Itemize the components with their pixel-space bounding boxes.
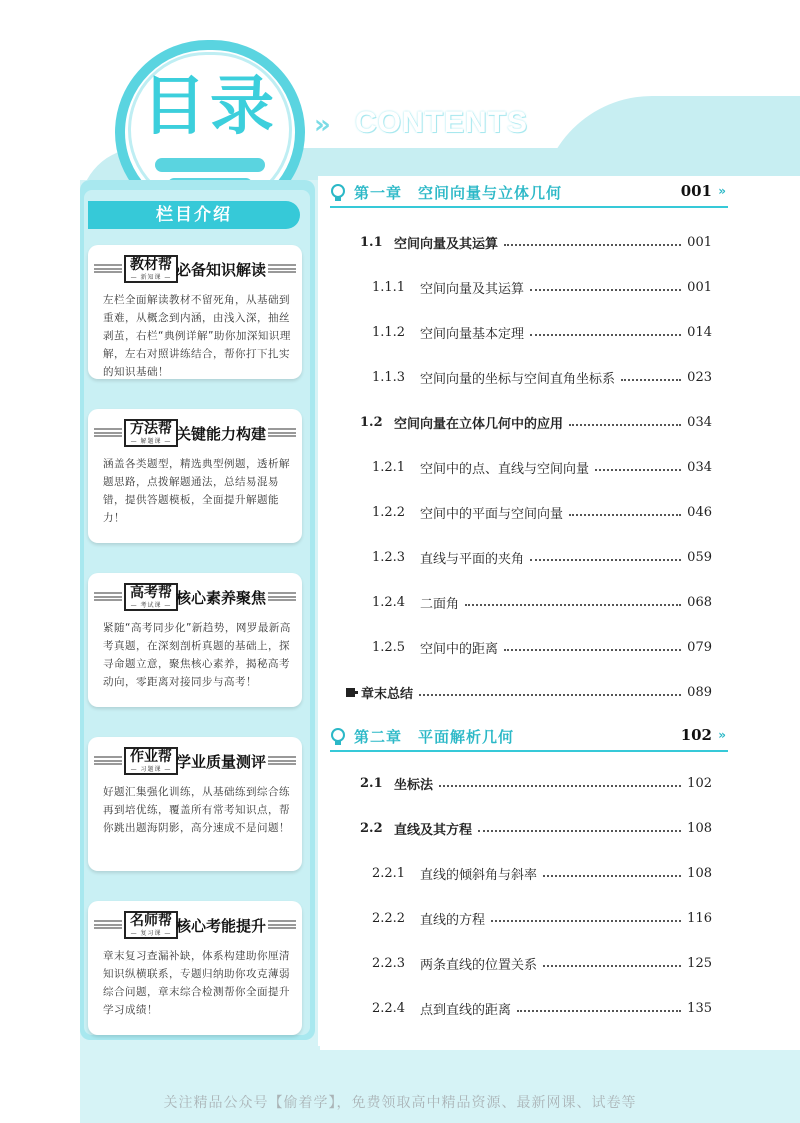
toc-number: 2.2 [360,820,383,836]
feature-tag [124,911,178,939]
toc-number: 2.2.3 [372,955,406,971]
footer-note: 关注精品公众号【偷着学】，免费领取高中精品资源、最新网课、试卷等 [163,1095,637,1111]
chapter-title: 第二章 平面解析几何 [354,728,515,746]
leader-dots [530,289,681,291]
decor-lines [268,264,296,273]
feature-label: 必备知识解读 [176,261,267,279]
lightbulb-icon [330,183,346,203]
feature-tag-subtitle: — 习题课 — [130,766,172,773]
chapter-title: 第一章 空间向量与立体几何 [354,184,563,202]
leader-dots [543,965,681,967]
feature-description: 章末复习查漏补缺，体系构建助你厘清知识纵横联系，专题归纳助你攻克薄弱综合问题，章末综合检测帮你全面提升学习成绩！ [103,950,290,1016]
toc-page-number: 014 [687,324,712,340]
toc-page-number: 135 [687,1000,712,1016]
feature-tag-name: 方法帮 [130,421,172,437]
sidebar-section-title: 栏目介绍 [88,201,300,229]
feature-tag [124,419,178,447]
toc-page-number: 034 [687,414,712,430]
feature-tag-subtitle: — 新知课 — [130,274,172,281]
leader-dots [530,334,681,336]
toc-subsection[interactable] [372,457,712,477]
toc-section[interactable] [360,773,712,793]
toc-title: 直线与平面的夹角 [420,551,525,567]
toc-number: 2.2.4 [372,1000,406,1016]
toc-title: 直线的倾斜角与斜率 [420,867,538,883]
feature-card [88,409,302,543]
feature-tag [124,583,178,611]
toc-number: 1.1.3 [372,369,406,385]
leader-dots [504,649,681,651]
feature-label: 关键能力构建 [176,425,267,443]
toc-page-number: 034 [687,459,712,475]
feature-label: 核心考能提升 [176,917,267,935]
toc-number: 1.2.2 [372,504,406,520]
feature-card [88,737,302,871]
toc-title: 空间向量基本定理 [420,326,525,342]
decor-lines [94,920,122,929]
toc-page-number: 046 [687,504,712,520]
feature-card-header [88,419,302,447]
toc-page-number: 068 [687,594,712,610]
feature-tag [124,255,178,283]
feature-description: 好题汇集强化训练，从基础练到综合练再到培优练，覆盖所有常考知识点，帮你跳出题海阴影，高分速成不是问题！ [103,786,290,834]
toc-title: 空间中的平面与空间向量 [420,506,564,522]
leader-dots [530,559,681,561]
chapter-page-number: 102 [680,726,712,744]
decor-lines [268,592,296,601]
toc-page-number: 116 [687,910,712,926]
double-chevron-icon: » [314,110,331,140]
toc-page-number: 001 [687,279,712,295]
feature-description: 紧随“高考同步化”新趋势，网罗最新高考真题，在深刻剖析真题的基础上，探寻命题立意，聚焦核心素养，揭秘高考动向，零距离对接同步与高考！ [103,622,291,688]
toc-title: 空间向量在立体几何中的应用 [394,416,564,432]
leader-dots [504,244,681,246]
feature-card [88,901,302,1035]
toc-page-number: 059 [687,549,712,565]
toc-section[interactable] [360,232,712,252]
feature-card-header [88,255,302,283]
toc-page-number: 079 [687,639,712,655]
toc-page-number: 023 [687,369,712,385]
leader-dots [465,604,681,606]
decor-lines [94,264,122,273]
double-chevron-icon: » [718,728,726,742]
feature-tag-name: 高考帮 [130,585,172,601]
toc-summary[interactable] [346,682,712,702]
toc-title: 空间中的点、直线与空间向量 [420,461,590,477]
toc-title: 空间向量及其运算 [394,236,499,252]
toc-subsection[interactable] [372,502,712,522]
feature-tag-name: 名师帮 [130,913,172,929]
double-chevron-icon: » [718,184,726,198]
feature-tag-subtitle: — 考试课 — [130,602,172,609]
toc-subsection[interactable] [372,908,712,928]
toc-title: 空间向量的坐标与空间直角坐标系 [420,371,616,387]
toc-title: 空间中的距离 [420,641,499,657]
toc-title: 章末总结 [361,686,414,702]
toc-subsection[interactable] [372,547,712,567]
page-title: 目录 [142,70,278,144]
leader-dots [621,379,681,381]
feature-tag-subtitle: — 解题课 — [130,438,172,445]
toc-page-number: 108 [687,865,712,881]
toc-subsection[interactable] [372,863,712,883]
toc-number: 1.2 [360,414,383,430]
feature-card [88,573,302,707]
toc-subsection[interactable] [372,277,712,297]
toc-subsection[interactable] [372,322,712,342]
toc-number: 1.1.2 [372,324,406,340]
feature-label: 学业质量测评 [176,753,267,771]
feature-label: 核心素养聚焦 [176,589,267,607]
toc-subsection[interactable] [372,367,712,387]
decor-lines [94,428,122,437]
toc-number: 2.2.1 [372,865,406,881]
toc-number: 1.2.4 [372,594,406,610]
toc-title: 直线及其方程 [394,822,473,838]
feature-tag-name: 教材帮 [130,257,172,273]
feature-description: 涵盖各类题型，精选典型例题，透析解题思路，点拨解题通法，总结易混易错，提供答题模板，全面提升解题能力！ [103,458,290,524]
toc-page-number: 108 [687,820,712,836]
decor-lines [94,592,122,601]
feature-card-header [88,911,302,939]
flag-icon [346,688,355,697]
feature-tag-name: 作业帮 [130,749,172,765]
feature-tag-subtitle: — 复习课 — [130,930,172,937]
feature-card-header [88,583,302,611]
feature-description: 左栏全面解读教材不留死角，从基础到重难，从概念到内涵，由浅入深，抽丝剥茧，右栏“典例详解”助你加深知识理解，左右对照讲练结合，帮你打下扎实的知识基础！ [103,294,291,378]
toc-number: 1.1.1 [372,279,406,295]
decor-lines [94,756,122,765]
toc-number: 2.1 [360,775,383,791]
toc-title: 二面角 [420,596,460,612]
leader-dots [478,830,681,832]
leader-dots [543,875,681,877]
feature-card [88,245,302,379]
leader-dots [569,514,681,516]
lightbulb-base [155,158,265,172]
toc-title: 两条直线的位置关系 [420,957,538,973]
decor-lines [268,920,296,929]
leader-dots [439,785,681,787]
chapter-heading[interactable] [330,180,728,208]
toc-number: 1.2.5 [372,639,406,655]
toc-page-number: 125 [687,955,712,971]
toc-subsection[interactable] [372,592,712,612]
leader-dots [419,694,681,696]
toc-number: 2.2.2 [372,910,406,926]
toc-section[interactable] [360,818,712,838]
chapter-page-number: 001 [680,182,712,200]
toc-title: 点到直线的距离 [420,1002,512,1018]
toc-title: 坐标法 [394,777,434,793]
toc-page-number: 001 [687,234,712,250]
toc-page-number: 089 [687,684,712,700]
leader-dots [595,469,681,471]
toc-number: 1.2.3 [372,549,406,565]
toc-section[interactable] [360,412,712,432]
toc-title: 直线的方程 [420,912,486,928]
decor-lines [268,756,296,765]
toc-number: 1.1 [360,234,383,250]
decor-lines [268,428,296,437]
background-bottom [80,1050,800,1123]
toc-subsection[interactable] [372,637,712,657]
toc-page-number: 102 [687,775,712,791]
feature-card-header [88,747,302,775]
leader-dots [569,424,681,426]
feature-tag [124,747,178,775]
leader-dots [491,920,681,922]
lightbulb-icon [330,727,346,747]
toc-subsection[interactable] [372,998,712,1018]
chapter-heading[interactable] [330,724,728,752]
toc-title: 空间向量及其运算 [420,281,525,297]
leader-dots [517,1010,681,1012]
page-title-english: CONTENTS [355,106,528,139]
toc-subsection[interactable] [372,953,712,973]
toc-number: 1.2.1 [372,459,406,475]
